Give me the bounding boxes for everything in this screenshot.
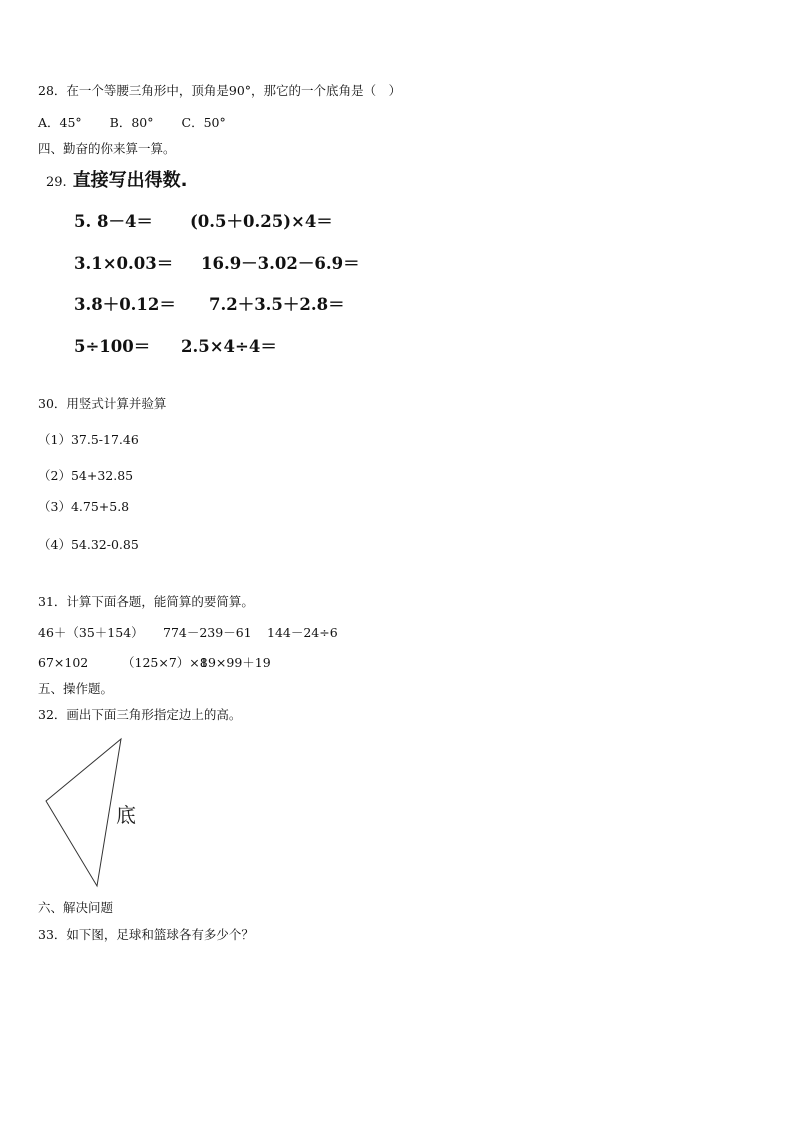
q31-expr-4: 67×102 xyxy=(38,655,89,670)
q30-item-2: （2）54+32.85 xyxy=(38,468,134,483)
q30-item-1: （1）37.5-17.46 xyxy=(38,432,139,447)
question-32: 32．画出下面三角形指定边上的高。 xyxy=(38,707,242,722)
q30-item-4: （4）54.32-0.85 xyxy=(38,537,139,552)
question-29-number: 29. xyxy=(46,175,67,190)
option-c: C．50° xyxy=(181,115,226,130)
question-33: 33．如下图，足球和篮球各有多少个？ xyxy=(38,927,254,942)
q31-expr-6: 19×99＋19 xyxy=(200,655,271,670)
calc-row-2-b: 16.9－3.02－6.9＝ xyxy=(201,254,360,273)
q31-expr-2: 774－239－61 xyxy=(163,625,252,640)
q31-expr-1: 46＋（35＋154） xyxy=(38,625,144,640)
question-29-title: 直接写出得数. xyxy=(72,170,188,191)
calc-row-2-a: 3.1×0.03＝ xyxy=(74,254,174,273)
q31-expr-3: 144－24÷6 xyxy=(267,625,338,640)
q31-expr-5: （125×7）×8 xyxy=(122,655,208,670)
question-28: 28．在一个等腰三角形中，顶角是90°，那它的一个底角是（ ） xyxy=(38,83,402,98)
question-31: 31．计算下面各题，能简算的要简算。 xyxy=(38,594,254,609)
section-6-heading: 六、解决问题 xyxy=(38,900,114,915)
calc-row-4-a: 5÷100＝ xyxy=(74,337,151,356)
calc-row-4-b: 2.5×4÷4＝ xyxy=(181,337,277,356)
section-4-heading: 四、勤奋的你来算一算。 xyxy=(38,141,176,156)
question-30: 30．用竖式计算并验算 xyxy=(38,396,167,411)
calc-row-3-b: 7.2＋3.5＋2.8＝ xyxy=(209,295,345,314)
option-a: A．45° xyxy=(38,115,82,130)
q30-item-3: （3）4.75+5.8 xyxy=(38,499,130,514)
calc-row-1-a: 5. 8－4＝ xyxy=(74,212,153,231)
calc-row-1-b: (0.5＋0.25)×4＝ xyxy=(190,212,333,231)
section-5-heading: 五、操作题。 xyxy=(38,681,114,696)
calc-row-3-a: 3.8＋0.12＝ xyxy=(74,295,176,314)
option-b: B．80° xyxy=(109,115,154,130)
triangle-side-label: 底 xyxy=(116,803,136,827)
triangle-shape xyxy=(46,739,121,886)
